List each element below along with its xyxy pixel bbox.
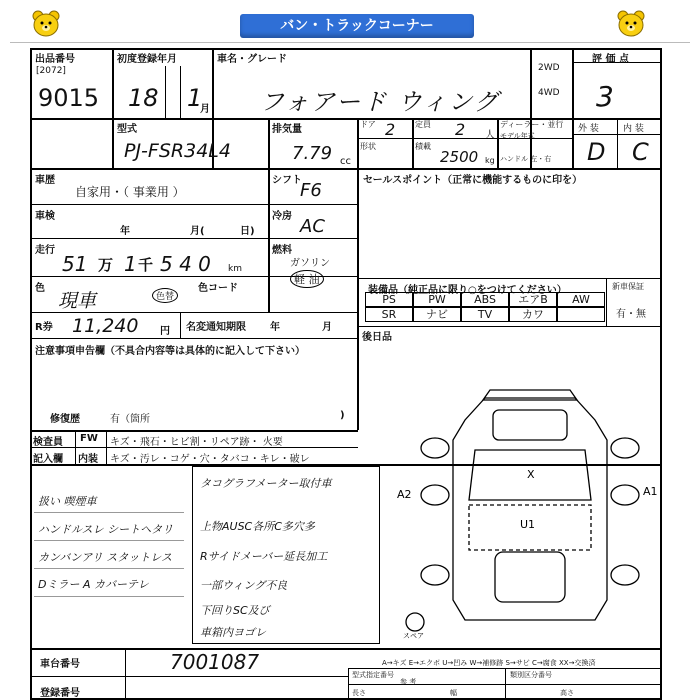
width-label: 幅: [450, 689, 457, 697]
color-label: 色: [35, 283, 45, 294]
spare-tire-icon: [406, 613, 424, 631]
mileage-label: 走行: [35, 245, 55, 256]
new-car-warranty-value: 有・無: [616, 309, 646, 320]
model-value: PJ-FSR34L4: [124, 140, 231, 162]
aircon-label: 冷房: [272, 211, 292, 222]
note-right-4: 一部ウィング不良: [200, 579, 288, 592]
grade-label: 評 価 点: [592, 54, 629, 65]
repair-history-label: 修復歴: [50, 414, 80, 425]
r-ticket-value: 11,240: [72, 315, 139, 337]
interior-entry-label: 内装: [78, 454, 98, 465]
lot-code: [2072]: [36, 66, 66, 76]
vehicle-rear-box: [495, 552, 565, 602]
sales-point-label: セールスポイント（正常に機能するものに印を）: [363, 175, 583, 186]
note-right-6: 車箱内ヨゴレ: [200, 626, 266, 639]
fuel-label: 燃料: [272, 245, 292, 256]
4wd-option: 4WD: [538, 88, 560, 98]
mileage-man: 51: [62, 252, 88, 276]
aircon-value: AC: [300, 216, 325, 237]
equipment-item: SR: [365, 307, 413, 322]
wheel-front-left: [421, 438, 449, 458]
new-car-warranty-label: 新車保証: [612, 282, 644, 291]
2wd-option: 2WD: [538, 63, 560, 73]
damage-mark-x: X: [527, 468, 535, 481]
header: [10, 6, 690, 40]
shift-value: F6: [300, 180, 322, 201]
wheel-front-right: [611, 438, 639, 458]
first-reg-month-unit: 月: [200, 104, 210, 115]
repair-history-value: 有（箇所: [110, 414, 150, 425]
vehicle-body-outline: [453, 398, 607, 620]
load-unit: kg: [485, 156, 495, 165]
mileage-unit: km: [228, 264, 242, 274]
displacement-unit: cc: [340, 156, 351, 167]
fuel-gasoline: ガソリン: [290, 258, 330, 269]
wheel-mid-right: [611, 485, 639, 505]
bear-mascot-icon: [615, 10, 647, 38]
equipment-item: TV: [461, 307, 509, 322]
shape-label: 形状: [360, 142, 376, 151]
height-label: 高さ: [560, 689, 574, 697]
damage-mark-u1: U1: [520, 518, 536, 531]
displacement-value: 7.79: [292, 143, 333, 164]
type-designation-label: 型式指定番号: [352, 671, 394, 679]
car-name: フォアード ウィング: [260, 88, 500, 116]
length-label: 長さ: [352, 689, 366, 697]
color-code-label: 色コード: [198, 283, 238, 294]
capacity-label: 定員: [415, 120, 431, 129]
exterior-grade: D: [587, 138, 606, 166]
model-label: 型式: [117, 124, 137, 135]
vehicle-damage-diagram: [395, 380, 665, 650]
damage-mark-a1: A1: [643, 485, 658, 498]
fw-label: FW: [80, 433, 98, 444]
note-left-4: Dミラー A カバーテレ: [38, 578, 149, 591]
class-number-label: 類別区分番号: [510, 671, 552, 679]
inspection-day: 日): [240, 226, 255, 237]
interior-grade: C: [632, 138, 649, 166]
doors-value: 2: [385, 120, 396, 139]
handle-label: ハンドル 左・右: [500, 155, 552, 163]
doors-label: ドア: [360, 120, 376, 129]
inspection-label: 車検: [35, 211, 55, 222]
color-value: 現車: [58, 290, 97, 312]
registration-label: 登録番号: [40, 688, 80, 699]
inspection-month: 月(: [190, 226, 205, 237]
interior-items: キズ・汚レ・コゲ・穴・タバコ・キレ・破レ: [110, 454, 310, 465]
capacity-value: 2: [455, 120, 466, 139]
vehicle-hood: [493, 410, 567, 440]
inspection-year: 年: [120, 226, 130, 237]
note-right-5: 下回りSC及び: [200, 604, 270, 617]
damage-mark-a2: A2: [397, 488, 412, 501]
wheel-rear-left: [421, 565, 449, 585]
note-left-2: ハンドルスレ シートヘタリ: [38, 523, 174, 536]
first-reg-year: 18: [128, 84, 159, 112]
grade-score: 3: [596, 80, 614, 113]
displacement-label: 排気量: [272, 124, 302, 135]
bear-mascot-icon: [30, 10, 62, 38]
mileage-sen: 1: [124, 252, 137, 276]
notes-label: 注意事項申告欄（不具合内容等は具体的に記入して下さい）: [35, 346, 305, 357]
inspector-label: 検査員: [33, 437, 63, 448]
capacity-unit: 人: [485, 130, 495, 141]
fw-items: キズ・飛石・ヒビ割・リペア跡・ 火要: [110, 437, 283, 448]
mileage-man-unit: 万: [98, 256, 114, 274]
dealer-label: ディーラー・並行: [500, 120, 564, 129]
lot-label: 出品番号: [35, 54, 75, 65]
r-ticket-unit: 円: [160, 326, 170, 337]
load-value: 2500: [440, 148, 479, 166]
equipment-item: カワ: [509, 307, 557, 322]
color-change: 色替: [152, 288, 178, 303]
note-left-3: カンバンアリ スタットレス: [38, 551, 172, 564]
note-right-1: タコグラフメーター取付車: [200, 477, 332, 490]
first-reg-label: 初度登録年月: [117, 54, 177, 65]
note-left-1: 扱い 喫煙車: [38, 495, 97, 508]
r-ticket-label: R券: [35, 322, 53, 333]
history-value: 自家用・（ 事業用 ）: [75, 185, 185, 199]
equipment-item: AW: [557, 292, 605, 307]
name-change-label: 名変通知期限: [186, 322, 246, 333]
repair-history-close: ): [340, 410, 345, 421]
ref-label: 参 考: [400, 678, 417, 686]
equipment-item: PW: [413, 292, 461, 307]
interior-label: 内 装: [623, 124, 644, 134]
note-right-2: 上物AUSC各所C多穴多: [200, 520, 315, 533]
rear-seat-label: 後日品: [362, 332, 392, 343]
spare-label: スペア: [403, 632, 424, 640]
history-label: 車歴: [35, 175, 55, 186]
chassis-label: 車台番号: [40, 659, 80, 670]
wheel-mid-left: [421, 485, 449, 505]
name-change-year: 年: [270, 322, 280, 333]
fuel-light-oil: 軽 油: [290, 270, 324, 288]
note-right-3: Rサイドメーバー延長加工: [200, 550, 328, 563]
first-reg-month: 1: [187, 84, 203, 112]
car-name-label: 車名・グレード: [217, 54, 287, 65]
entry-label: 記入欄: [33, 454, 63, 465]
mileage-sen-unit: 千: [138, 256, 154, 274]
wheel-rear-right: [611, 565, 639, 585]
name-change-month: 月: [322, 322, 332, 333]
model-year-label: モデル年式: [500, 132, 535, 140]
exterior-label: 外 装: [578, 124, 599, 134]
page-title: バン・トラックコーナー: [240, 14, 474, 38]
lot-number: 9015: [38, 84, 100, 112]
shift-label: シフト: [272, 175, 302, 186]
mileage-rest: 5 4 0: [160, 252, 211, 276]
chassis-number: 7001087: [170, 650, 260, 674]
equipment-item: エアB: [509, 292, 557, 307]
damage-legend: A→キズ E→エクボ U→凹み W→補修跡 S→サビ C→腐食 XX→交換済: [382, 659, 596, 667]
equipment-item: ナビ: [413, 307, 461, 322]
equipment-item: [557, 307, 605, 322]
equipment-item: ABS: [461, 292, 509, 307]
equipment-item: PS: [365, 292, 413, 307]
load-label: 積載: [415, 142, 431, 151]
equipment-label: 装備品（純正品に限り○をつけてください）: [368, 285, 567, 296]
